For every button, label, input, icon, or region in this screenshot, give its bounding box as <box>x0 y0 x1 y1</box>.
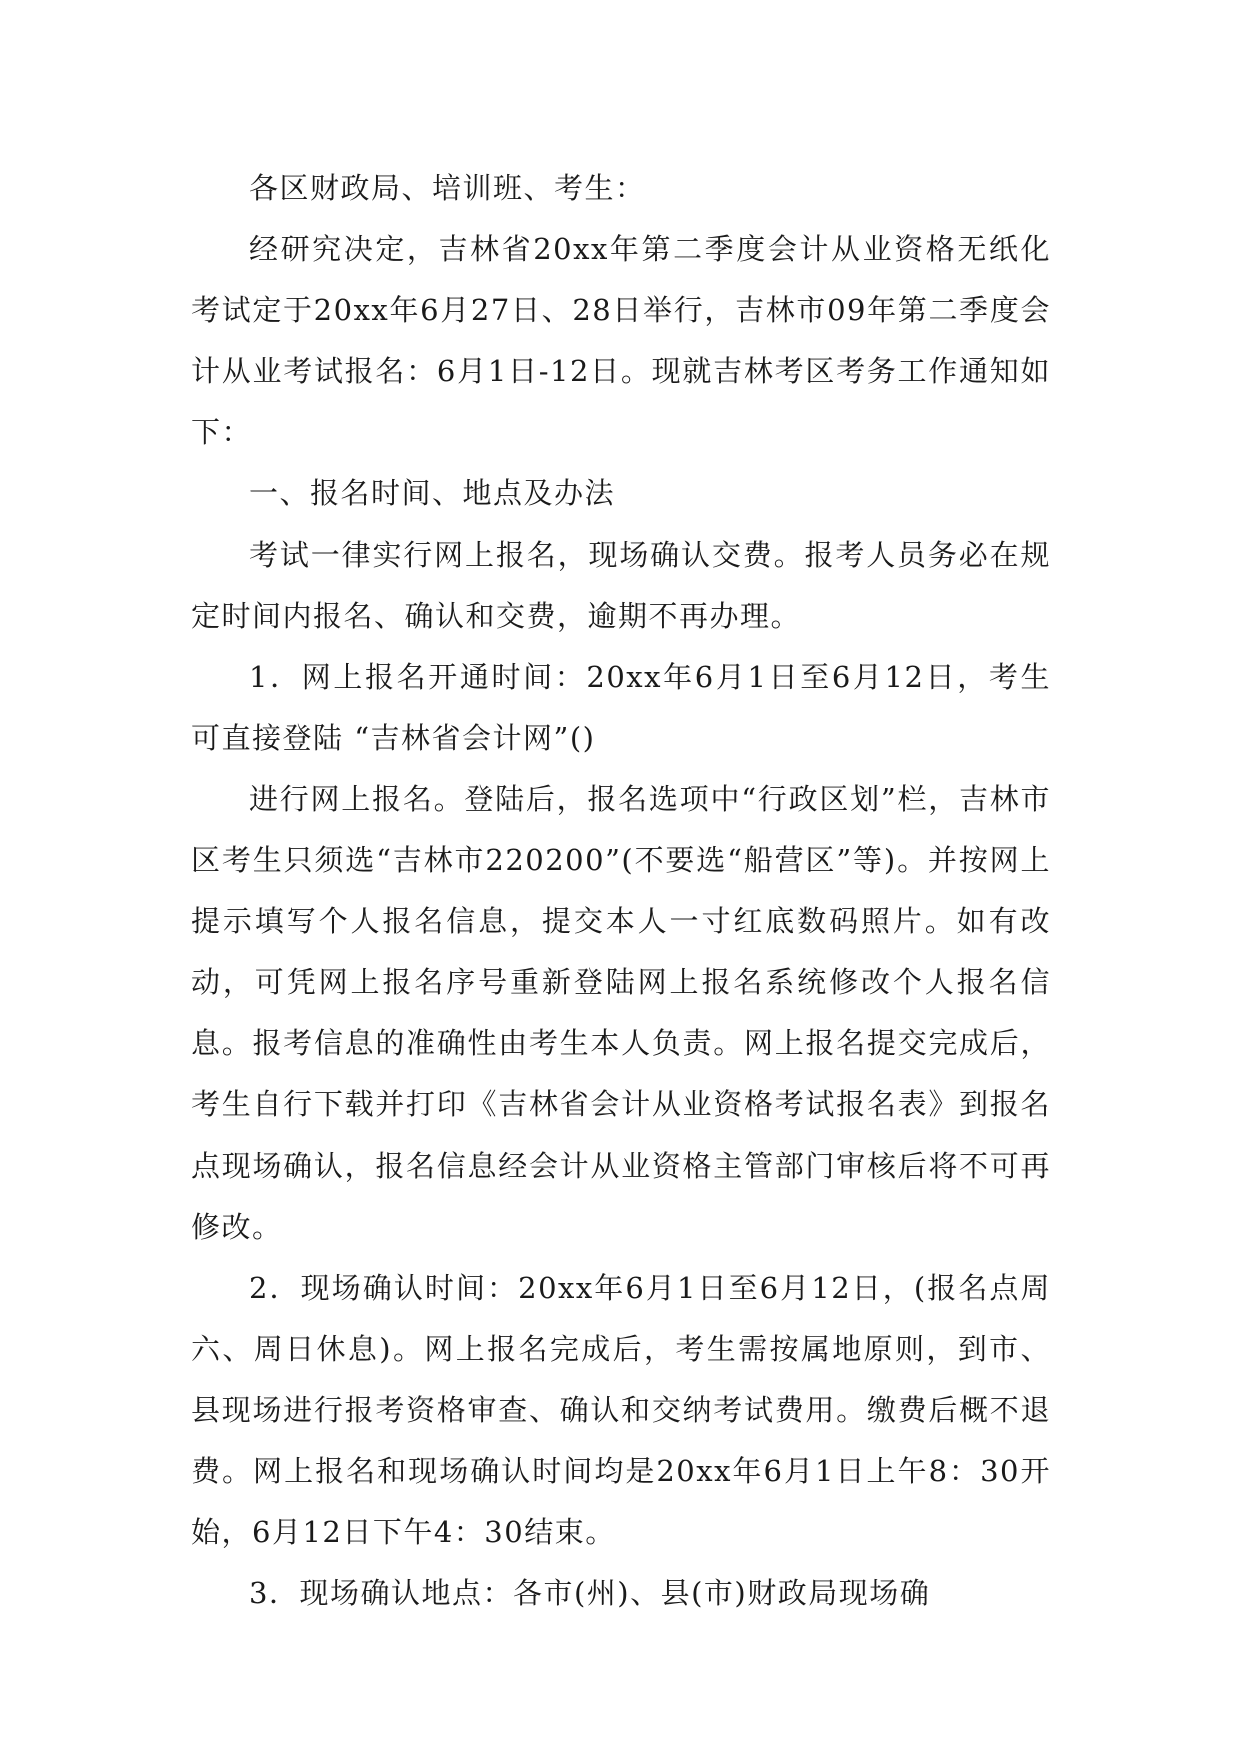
item-2-paragraph: 2．现场确认时间：20xx年6月1日至6月12日，(报名点周六、周日休息)。网上报名完成后，考生需按属地原则，到市、县现场进行报考资格审查、确认和交纳考试费用。缴费后概不退费。网上报名和现场确认时间均是20xx年6月1日上午8：30开始，6月12日下午4：30结束。 <box>191 1270 1051 1550</box>
item-1-paragraph: 1．网上报名开通时间：20xx年6月1日至6月12日，考生可直接登陆 “吉林省会计网”() <box>191 659 1051 755</box>
body-paragraph: 考试一律实行网上报名，现场确认交费。报考人员务必在规定时间内报名、确认和交费，逾期不再办理。 <box>191 537 1051 633</box>
document-body <box>191 158 1051 1624</box>
section-heading-1: 一、报名时间、地点及办法 <box>249 476 616 511</box>
salutation: 各区财政局、培训班、考生： <box>249 171 646 205</box>
body-paragraph: 进行网上报名。登陆后，报名选项中“行政区划”栏，吉林市区考生只须选“吉林市220200”(不要选“船营区”等)。并按网上提示填写个人报名信息，提交本人一寸红底数码照片。如有改动，可凭网上报名序号重新登陆网上报名系统修改个人报名信息。报考信息的准确性由考生本人负责。网上报名提交完成后，考生自行下载并打印《吉林省会计从业资格考试报名表》到报名点现场确认，报名信息经会计从业资格主管部门审核后将不可再修改。 <box>191 781 1051 1244</box>
intro-paragraph: 经研究决定，吉林省20xx年第二季度会计从业资格无纸化考试定于20xx年6月27日、28日举行，吉林市09年第二季度会计从业考试报名：6月1日-12日。现就吉林考区考务工作通知如下： <box>191 232 1051 450</box>
item-3-paragraph: 3．现场确认地点：各市(州)、县(市)财政局现场确 <box>249 1576 931 1611</box>
